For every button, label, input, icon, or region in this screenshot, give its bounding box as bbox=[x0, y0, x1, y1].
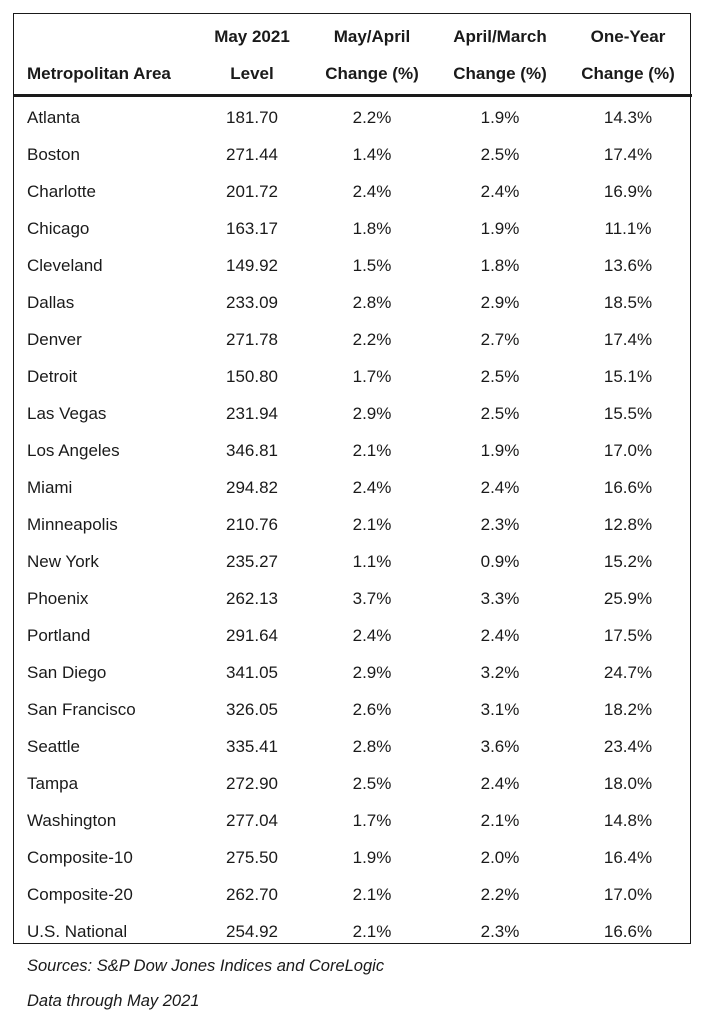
value-cell: 233.09 bbox=[226, 292, 278, 312]
value-cell: 2.4% bbox=[480, 625, 520, 645]
value-cell: 0.9% bbox=[480, 551, 520, 571]
metro-area-cell: Charlotte bbox=[27, 181, 96, 201]
metro-area-cell: Chicago bbox=[27, 218, 90, 238]
metro-area-cell: San Francisco bbox=[27, 699, 136, 719]
metro-area-cell: Dallas bbox=[27, 292, 75, 312]
header-cell: April/March bbox=[453, 27, 547, 46]
value-cell: 1.9% bbox=[480, 440, 520, 460]
value-cell: 2.9% bbox=[352, 662, 392, 682]
value-cell: 18.2% bbox=[603, 699, 653, 719]
value-cell: 201.72 bbox=[226, 181, 278, 201]
value-cell: 17.4% bbox=[603, 329, 653, 349]
value-cell: 2.4% bbox=[352, 181, 392, 201]
table-header bbox=[14, 14, 692, 96]
value-cell: 2.1% bbox=[352, 440, 392, 460]
value-cell: 2.1% bbox=[352, 921, 392, 941]
metro-area-cell: Miami bbox=[27, 477, 73, 497]
metro-area-cell: Composite-10 bbox=[27, 847, 133, 867]
value-cell: 2.7% bbox=[480, 329, 520, 349]
header-cell: One-Year bbox=[590, 27, 666, 46]
value-cell: 262.70 bbox=[226, 884, 278, 904]
table-row bbox=[14, 654, 692, 691]
table-row bbox=[14, 358, 692, 395]
value-cell: 2.8% bbox=[352, 292, 392, 312]
value-cell: 2.3% bbox=[480, 921, 520, 941]
header-cell: Change (%) bbox=[325, 64, 419, 83]
value-cell: 13.6% bbox=[603, 255, 653, 275]
metro-area-cell: U.S. National bbox=[27, 921, 128, 941]
value-cell: 18.0% bbox=[603, 773, 653, 793]
table-row bbox=[14, 580, 692, 617]
value-cell: 1.8% bbox=[352, 218, 392, 238]
value-cell: 3.2% bbox=[480, 662, 520, 682]
metro-area-cell: Composite-20 bbox=[27, 884, 133, 904]
table-row bbox=[14, 543, 692, 580]
home-price-table-container bbox=[13, 13, 691, 944]
table-row bbox=[14, 136, 692, 173]
value-cell: 1.7% bbox=[352, 366, 392, 386]
value-cell: 1.8% bbox=[480, 255, 520, 275]
value-cell: 1.1% bbox=[352, 551, 392, 571]
value-cell: 291.64 bbox=[226, 625, 278, 645]
metro-area-cell: Boston bbox=[27, 144, 80, 164]
table-row bbox=[14, 247, 692, 284]
value-cell: 2.5% bbox=[480, 403, 520, 423]
table-row bbox=[14, 432, 692, 469]
value-cell: 11.1% bbox=[604, 218, 652, 238]
value-cell: 25.9% bbox=[603, 588, 653, 608]
value-cell: 181.70 bbox=[226, 107, 278, 127]
value-cell: 2.8% bbox=[352, 736, 392, 756]
home-price-index-table bbox=[14, 14, 692, 950]
value-cell: 2.5% bbox=[480, 144, 520, 164]
value-cell: 12.8% bbox=[603, 514, 653, 534]
value-cell: 2.1% bbox=[352, 514, 392, 534]
value-cell: 1.4% bbox=[352, 144, 392, 164]
header-cell: May 2021 bbox=[214, 27, 290, 46]
value-cell: 15.5% bbox=[603, 403, 653, 423]
header-cell: Change (%) bbox=[453, 64, 547, 83]
table-row bbox=[14, 210, 692, 247]
metro-area-cell: Washington bbox=[27, 810, 117, 830]
header-cell: Change (%) bbox=[581, 64, 675, 83]
header-cell: May/April bbox=[333, 27, 411, 46]
value-cell: 231.94 bbox=[226, 403, 278, 423]
value-cell: 275.50 bbox=[226, 847, 278, 867]
value-cell: 277.04 bbox=[226, 810, 278, 830]
table-row bbox=[14, 469, 692, 506]
value-cell: 23.4% bbox=[603, 736, 653, 756]
metro-area-cell: Tampa bbox=[27, 773, 79, 793]
value-cell: 24.7% bbox=[603, 662, 653, 682]
header-row-top bbox=[14, 14, 692, 55]
value-cell: 2.4% bbox=[480, 773, 520, 793]
value-cell: 271.78 bbox=[226, 329, 278, 349]
metro-area-cell: Seattle bbox=[27, 736, 80, 756]
value-cell: 16.6% bbox=[603, 921, 653, 941]
metro-area-cell: San Diego bbox=[27, 662, 107, 682]
value-cell: 15.2% bbox=[603, 551, 653, 571]
value-cell: 262.13 bbox=[226, 588, 278, 608]
value-cell: 2.6% bbox=[352, 699, 392, 719]
data-through-note: Data through May 2021 bbox=[27, 992, 200, 1010]
value-cell: 150.80 bbox=[226, 366, 278, 386]
value-cell: 3.1% bbox=[480, 699, 520, 719]
value-cell: 14.3% bbox=[603, 107, 653, 127]
metro-area-cell: Denver bbox=[27, 329, 82, 349]
metro-area-cell: Portland bbox=[27, 625, 91, 645]
table-row bbox=[14, 617, 692, 654]
value-cell: 17.0% bbox=[603, 884, 653, 904]
value-cell: 326.05 bbox=[226, 699, 278, 719]
value-cell: 2.0% bbox=[480, 847, 520, 867]
metro-area-cell: Minneapolis bbox=[27, 514, 118, 534]
value-cell: 3.6% bbox=[480, 736, 520, 756]
value-cell: 16.6% bbox=[603, 477, 653, 497]
value-cell: 1.5% bbox=[352, 255, 392, 275]
value-cell: 2.4% bbox=[352, 477, 392, 497]
value-cell: 2.2% bbox=[352, 329, 392, 349]
value-cell: 2.9% bbox=[480, 292, 520, 312]
table-row bbox=[14, 839, 692, 876]
value-cell: 16.4% bbox=[603, 847, 653, 867]
sources-note: Sources: S&P Dow Jones Indices and CoreLogic bbox=[27, 957, 385, 975]
value-cell: 1.7% bbox=[352, 810, 392, 830]
value-cell: 254.92 bbox=[226, 921, 278, 941]
value-cell: 346.81 bbox=[226, 440, 278, 460]
metro-area-cell: Las Vegas bbox=[27, 403, 107, 423]
table-row bbox=[14, 728, 692, 765]
table-row bbox=[14, 802, 692, 839]
value-cell: 2.4% bbox=[480, 477, 520, 497]
value-cell: 2.5% bbox=[480, 366, 520, 386]
value-cell: 2.5% bbox=[352, 773, 392, 793]
metro-area-cell: Phoenix bbox=[27, 588, 89, 608]
metro-area-cell: Detroit bbox=[27, 366, 78, 386]
value-cell: 2.3% bbox=[480, 514, 520, 534]
value-cell: 271.44 bbox=[226, 144, 278, 164]
metro-area-cell: Atlanta bbox=[27, 107, 80, 127]
value-cell: 2.9% bbox=[352, 403, 392, 423]
value-cell: 3.3% bbox=[480, 588, 520, 608]
value-cell: 1.9% bbox=[352, 847, 392, 867]
value-cell: 2.2% bbox=[480, 884, 520, 904]
table-row bbox=[14, 395, 692, 432]
value-cell: 18.5% bbox=[603, 292, 653, 312]
value-cell: 272.90 bbox=[226, 773, 278, 793]
metro-area-cell: Cleveland bbox=[27, 255, 103, 275]
value-cell: 2.1% bbox=[480, 810, 520, 830]
header-row-bottom bbox=[14, 55, 692, 96]
value-cell: 149.92 bbox=[226, 255, 278, 275]
table-row bbox=[14, 506, 692, 543]
value-cell: 294.82 bbox=[226, 477, 278, 497]
value-cell: 2.4% bbox=[352, 625, 392, 645]
value-cell: 2.4% bbox=[480, 181, 520, 201]
value-cell: 17.0% bbox=[603, 440, 653, 460]
value-cell: 1.9% bbox=[480, 107, 520, 127]
table-row bbox=[14, 284, 692, 321]
header-cell bbox=[14, 14, 196, 55]
value-cell: 15.1% bbox=[603, 366, 653, 386]
value-cell: 17.5% bbox=[603, 625, 653, 645]
value-cell: 16.9% bbox=[603, 181, 653, 201]
header-cell: Level bbox=[230, 64, 274, 83]
value-cell: 14.8% bbox=[603, 810, 653, 830]
table-row bbox=[14, 876, 692, 913]
value-cell: 210.76 bbox=[226, 514, 278, 534]
value-cell: 3.7% bbox=[352, 588, 392, 608]
value-cell: 163.17 bbox=[226, 218, 278, 238]
value-cell: 1.9% bbox=[480, 218, 520, 238]
value-cell: 341.05 bbox=[226, 662, 278, 682]
table-row bbox=[14, 765, 692, 802]
value-cell: 2.2% bbox=[352, 107, 392, 127]
value-cell: 235.27 bbox=[226, 551, 278, 571]
table-row bbox=[14, 913, 692, 950]
table-row bbox=[14, 96, 692, 137]
table-row bbox=[14, 691, 692, 728]
table-row bbox=[14, 173, 692, 210]
table-body bbox=[14, 96, 692, 951]
header-cell: Metropolitan Area bbox=[27, 64, 171, 83]
value-cell: 17.4% bbox=[603, 144, 653, 164]
metro-area-cell: Los Angeles bbox=[27, 440, 120, 460]
table-row bbox=[14, 321, 692, 358]
value-cell: 2.1% bbox=[352, 884, 392, 904]
metro-area-cell: New York bbox=[27, 551, 99, 571]
value-cell: 335.41 bbox=[226, 736, 278, 756]
